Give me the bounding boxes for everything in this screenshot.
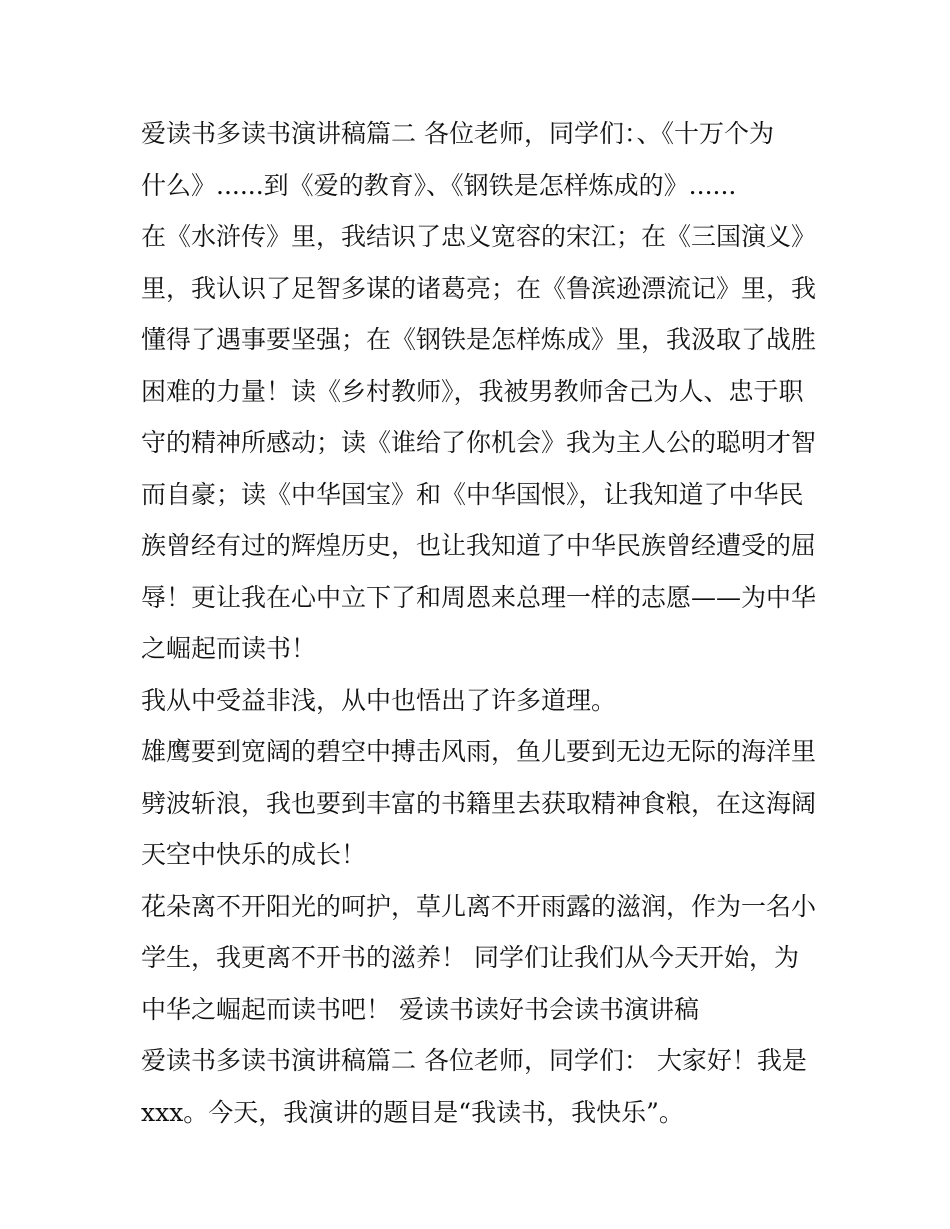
text-line-3: 在《水浒传》里，我结识了忠义宽容的宋江；在《三国演义》 (141, 222, 817, 251)
text-line-17: 学生，我更离不开书的滋养！ 同学们让我们从今天开始，为 (141, 943, 799, 972)
text-line-15: 天空中快乐的成长！ (141, 840, 367, 869)
text-line-9: 族曾经有过的辉煌历史，也让我知道了中华民族曾经遭受的屈 (141, 531, 817, 560)
text-line-2: 什么》......到《爱的教育》、《钢铁是怎样炼成的》...... (141, 170, 737, 200)
text-line-13: 雄鹰要到宽阔的碧空中搏击风雨，鱼儿要到无边无际的海洋里 (141, 737, 817, 766)
text-line-10: 辱！更让我在心中立下了和周恩来总理一样的志愿——为中华 (141, 582, 817, 612)
text-line-12: 我从中受益非浅，从中也悟出了许多道理。 (141, 685, 617, 715)
text-line-7: 守的精神所感动；读《谁给了你机会》我为主人公的聪明才智 (141, 428, 817, 457)
text-line-5: 懂得了遇事要坚强；在《钢铁是怎样炼成》里，我汲取了战胜 (141, 325, 817, 354)
text-line-11: 之崛起而读书！ (141, 634, 317, 663)
text-line-4: 里，我认识了足智多谋的诸葛亮；在《鲁滨逊漂流记》里，我 (141, 273, 817, 303)
text-line-6: 困难的力量！读《乡村教师》，我被男教师舍己为人、忠于职 (141, 376, 804, 406)
text-line-14: 劈波斩浪，我也要到丰富的书籍里去获取精神食粮，在这海阔 (141, 788, 817, 818)
text-line-19: 爱读书多读书演讲稿篇二 各位老师，同学们： 大家好！我是 (141, 1046, 807, 1075)
text-line-16: 花朵离不开阳光的呵护，草儿离不开雨露的滋润，作为一名小 (141, 891, 817, 921)
speech-text (141, 108, 821, 1138)
text-line-18: 中华之崛起而读书吧！ 爱读书读好书会读书演讲稿 (141, 994, 699, 1024)
text-line-20: xxx。今天，我演讲的题目是“我读书，我快乐”。 (141, 1097, 684, 1127)
text-line-1: 爱读书多读书演讲稿篇二 各位老师，同学们：、《十万个为 (141, 119, 774, 148)
text-line-8: 而自豪；读《中华国宝》和《中华国恨》，让我知道了中华民 (141, 479, 804, 509)
